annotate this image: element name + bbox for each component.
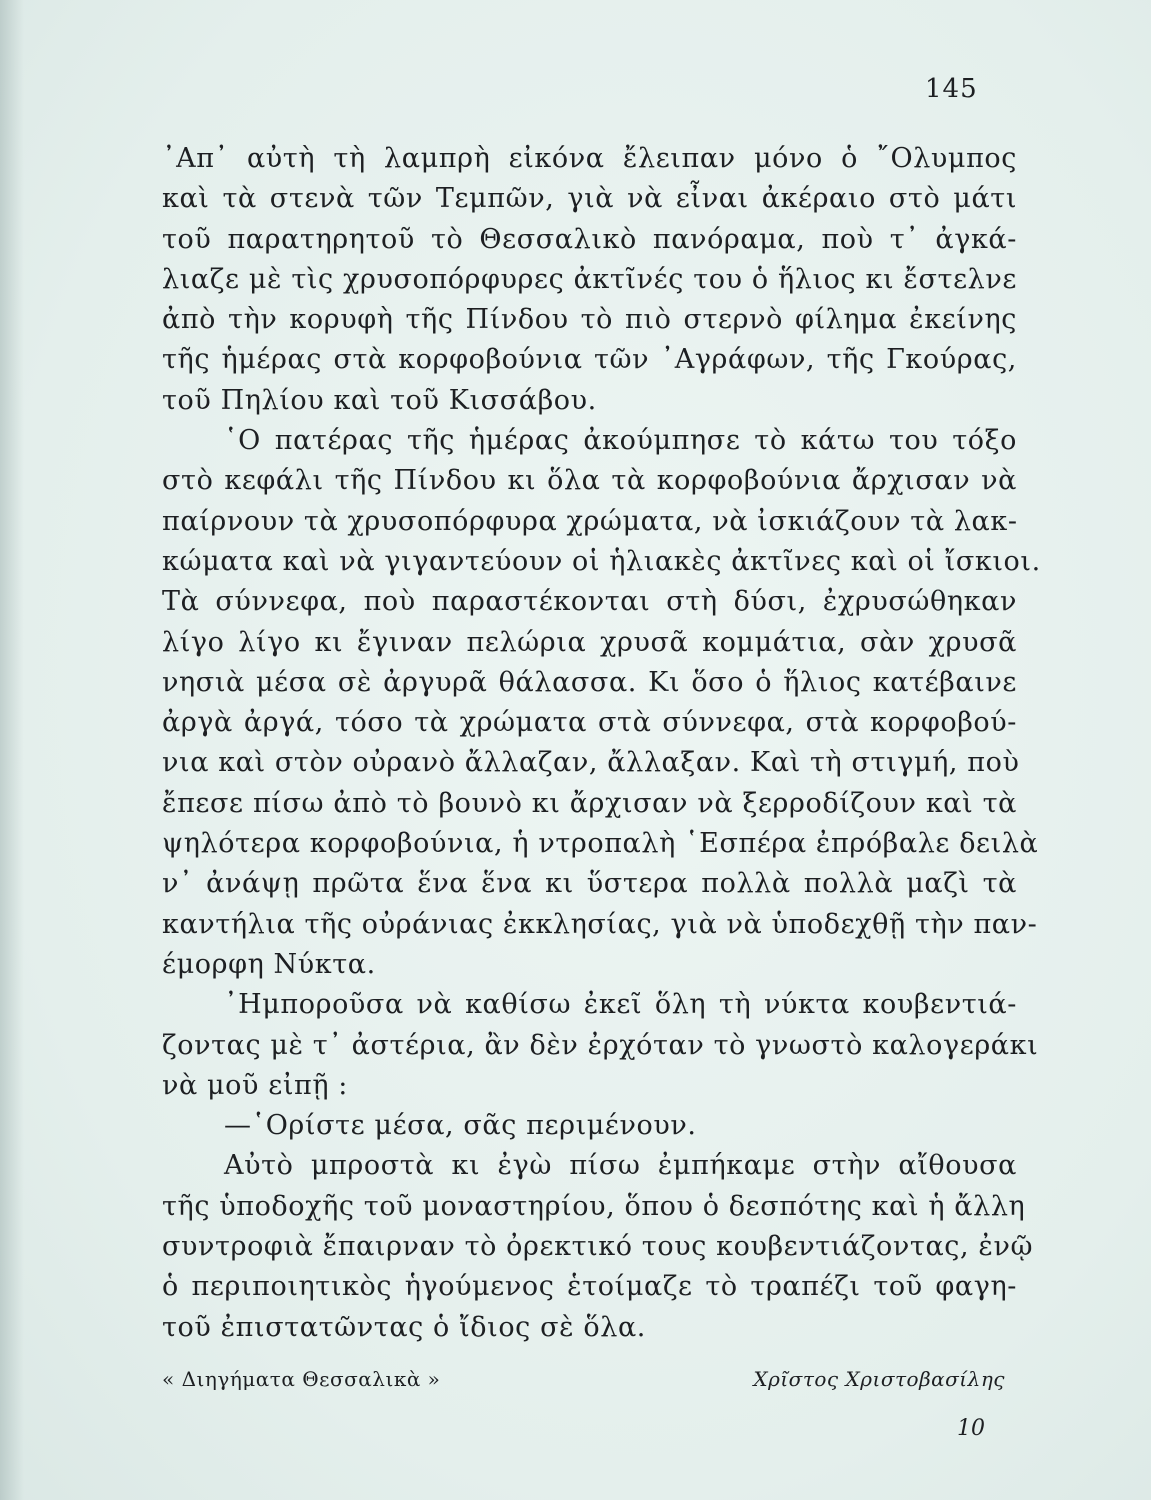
text-line: ὁ περιποιητικὸς ἡγούμενος ἑτοίμαζε τὸ τραπέζι τοῦ φαγη- bbox=[162, 1271, 1017, 1303]
text-line: συντροφιὰ ἔπαιρναν τὸ ὀρεκτικό τους κουβεντιάζοντας, ἐνῷ bbox=[162, 1231, 1034, 1263]
text-line: καὶ τὰ στενὰ τῶν Τεμπῶν, γιὰ νὰ εἶναι ἀκέραιο στὸ μάτι bbox=[162, 183, 1017, 215]
text-line: τῆς ἡμέρας στὰ κορφοβούνια τῶν ᾿Αγράφων, τῆς Γκούρας, bbox=[162, 344, 1017, 376]
text-line: ἀπὸ τὴν κορυφὴ τῆς Πίνδου τὸ πιὸ στερνὸ φίλημα ἐκείνης bbox=[162, 304, 1017, 336]
text-line: τοῦ παρατηρητοῦ τὸ Θεσσαλικὸ πανόραμα, ποὺ τ᾿ ἀγκά- bbox=[162, 223, 1017, 255]
text-line: Αὐτὸ μπροστὰ κι ἐγὼ πίσω ἐμπήκαμε στὴν αἴθουσα bbox=[224, 1150, 1017, 1182]
body-text bbox=[162, 139, 1041, 1348]
author-name: Χρῖστος Χριστοβασίλης bbox=[753, 1367, 1005, 1391]
text-line: τοῦ ἐπιστατῶντας ὁ ἴδιος σὲ ὅλα. bbox=[162, 1311, 646, 1343]
text-line: ῾Ο πατέρας τῆς ἡμέρας ἀκούμπησε τὸ κάτω του τόξο bbox=[224, 425, 1017, 457]
text-line: παίρνουν τὰ χρυσοπόρφυρα χρώματα, νὰ ἰσκιάζουν τὰ λακ- bbox=[162, 505, 1018, 537]
text-line: τοῦ Πηλίου καὶ τοῦ Κισσάβου. bbox=[162, 384, 597, 416]
text-line: νια καὶ στὸν οὐρανὸ ἄλλαζαν, ἄλλαξαν. Καὶ τὴ στιγμή, ποὺ bbox=[162, 747, 1020, 779]
text-line: κώματα καὶ νὰ γιγαντεύουν οἱ ἡλιακὲς ἀκτῖνες καὶ οἱ ἴσκιοι. bbox=[162, 545, 1041, 577]
text-line: ἀργὰ ἀργά, τόσο τὰ χρώματα στὰ σύννεφα, στὰ κορφοβού- bbox=[162, 707, 1017, 739]
text-line: έμορφη Νύκτα. bbox=[162, 948, 376, 980]
text-line: λίγο λίγο κι ἔγιναν πελώρια χρυσᾶ κομμάτια, σὰν χρυσᾶ bbox=[162, 626, 1017, 658]
text-line: στὸ κεφάλι τῆς Πίνδου κι ὅλα τὰ κορφοβούνια ἄρχισαν νὰ bbox=[162, 465, 1017, 497]
text-line: ᾿Ημποροῦσα νὰ καθίσω ἐκεῖ ὅλη τὴ νύκτα κουβεντιά- bbox=[224, 989, 1017, 1021]
text-line: ψηλότερα κορφοβούνια, ἡ ντροπαλὴ ῾Εσπέρα ἐπρόβαλε δειλὰ bbox=[162, 828, 1039, 860]
text-line: ἔπεσε πίσω ἀπὸ τὸ βουνὸ κι ἄρχισαν νὰ ξερροδίζουν καὶ τὰ bbox=[162, 787, 1017, 819]
signature-mark: 10 bbox=[957, 1416, 985, 1441]
text-line: λιαζε μὲ τὶς χρυσοπόρφυρες ἀκτῖνές του ὁ ἥλιος κι ἔστελνε bbox=[162, 263, 1017, 295]
text-line: νησιὰ μέσα σὲ ἀργυρᾶ θάλασσα. Κι ὅσο ὁ ἥλιος κατέβαινε bbox=[162, 666, 1017, 698]
text-line: ν᾿ ἀνάψῃ πρῶτα ἕνα ἕνα κι ὕστερα πολλὰ πολλὰ μαζὶ τὰ bbox=[162, 868, 1017, 900]
dialogue-line: —῾Ορίστε μέσα, σᾶς περιμένουν. bbox=[224, 1110, 697, 1142]
text-line: νὰ μοῦ εἰπῇ : bbox=[162, 1069, 349, 1101]
text-line: τῆς ὑποδοχῆς τοῦ μοναστηρίου, ὅπου ὁ δεσπότης καὶ ἡ ἄλλη bbox=[162, 1190, 1026, 1222]
text-line: καντήλια τῆς οὐράνιας ἐκκλησίας, γιὰ νὰ ὑποδεχθῇ τὴν παν- bbox=[162, 908, 1038, 940]
binding-shadow bbox=[0, 0, 24, 1500]
page-number: 145 bbox=[925, 74, 978, 104]
text-line: Τὰ σύννεφα, ποὺ παραστέκονται στὴ δύσι, ἐχρυσώθηκαν bbox=[162, 586, 1017, 618]
source-title: « Διηγήματα Θεσσαλικὰ » bbox=[162, 1367, 441, 1391]
text-line: ᾿Απ᾿ αὐτὴ τὴ λαμπρὴ εἰκόνα ἔλειπαν μόνο ὁ ῎Ολυμπος bbox=[162, 143, 1017, 174]
text-line: ζοντας μὲ τ᾿ ἀστέρια, ἂν δὲν ἐρχόταν τὸ γνωστὸ καλογεράκι bbox=[162, 1029, 1039, 1061]
